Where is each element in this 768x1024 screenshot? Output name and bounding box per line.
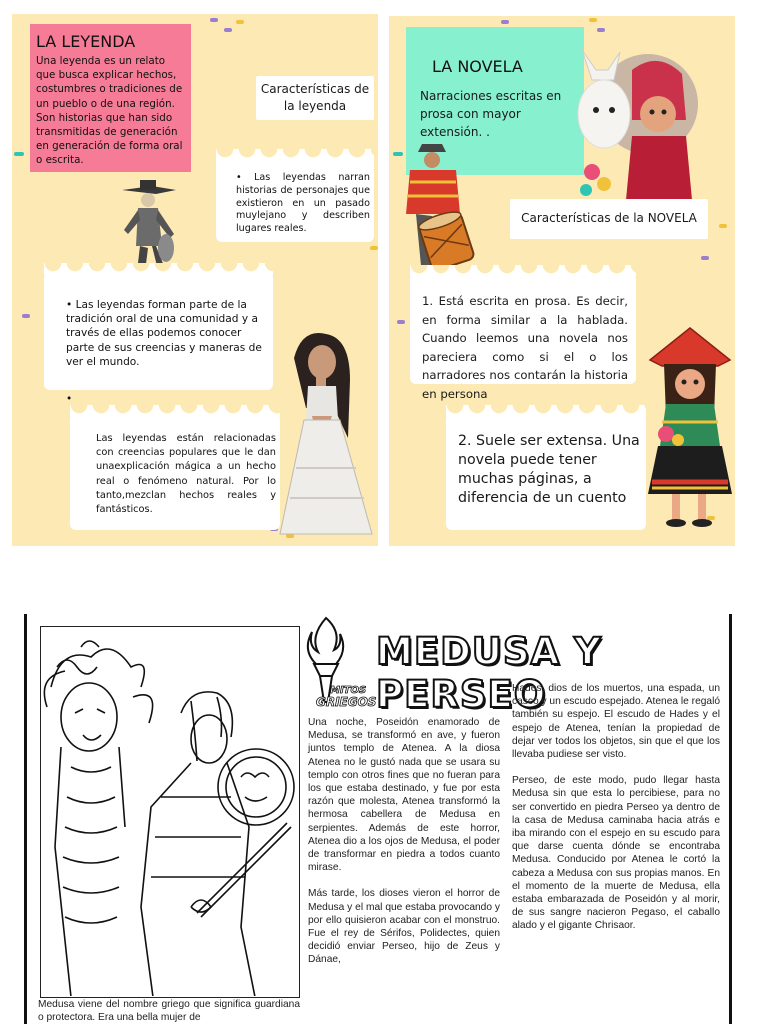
leyenda-point-2: • Las leyendas forman parte de la tradición oral de una comunidad y a través de ellas podemos conocer parte de sus creencias y maneras de ver el mundo. [66, 299, 262, 368]
confetti-dot [501, 20, 509, 24]
novela-definition: Narraciones escritas en prosa con mayor extensión. . [420, 89, 562, 139]
llama-and-child-illustration [562, 40, 702, 200]
confetti-dot [589, 18, 597, 22]
confetti-dot [236, 20, 244, 24]
leyenda-point-2-card [44, 272, 273, 390]
leyenda-point-3-card [70, 414, 280, 530]
column-2-paragraph-2: Perseo, de este modo, pudo llegar hasta Medusa sin que esta lo percibiese, para no ser convertido en piedra Perseo ya dentro de la casa de Medusa caminaba hacia atrás e iba mirando con el espejo en su escudo para que darse cuenta dónde se encontraba Medusa. Conducido por Atenea le cortó la cabeza a Medusa con sus propias manos. En el momento de la muerte de Medusa, ella estaba embarazada de Poseidón y al morir, de sus sangre nacieron Pegaso, el caballo alado y el gigante Chrisaor. [512, 775, 720, 932]
leyenda-point-3: Las leyendas están relacionadas con creencias populares que le dan unaexplicación mágica a un hecho real o fenómeno natural. Por lo tanto,mezclan hechos reales y fantásticos. [96, 433, 276, 516]
leyenda-point-1-card [216, 158, 374, 242]
girl-in-white-dress-illustration [276, 328, 378, 542]
leyenda-definition: Una leyenda es un relato que busca explicar hechos, costumbres o tradiciones de un pueblo o de una región. Son historias que han sido transmitidas de generación en generación de forma oral o escrita. [36, 55, 183, 167]
document-subtitle [316, 686, 376, 708]
leyenda-title-box [30, 24, 191, 172]
confetti-dot [224, 28, 232, 32]
confetti-dot [210, 18, 218, 22]
confetti-dot [397, 320, 405, 324]
leyenda-title: LA LEYENDA [36, 32, 136, 51]
novela-point-2: 2. Suele ser extensa. Una novela puede tener muchas páginas, a diferencia de un cuento [458, 433, 640, 506]
image-caption: Medusa viene del nombre griego que significa guardiana o protectora. Era una bella mujer de [38, 999, 300, 1023]
confetti-dot [22, 314, 30, 318]
confetti-dot [719, 224, 727, 228]
medusa-perseo-line-art [41, 627, 298, 996]
novela-characteristics-heading: Características de la NOVELA [521, 211, 697, 225]
novela-point-1: 1. Está escrita en prosa. Es decir, en forma similar a la hablada. Cuando leemos una novela nos pareciera como si el o los narradores nos contarán la historia en persona [422, 294, 628, 401]
text-column-1 [308, 716, 500, 967]
medusa-perseo-coloring-image [40, 626, 300, 998]
novela-title: LA NOVELA [432, 57, 523, 76]
drummer-illustration [402, 142, 476, 282]
subtitle-line-2: GRIEGOS [316, 695, 377, 709]
leyenda-characteristics-heading: Características de la leyenda [260, 82, 370, 113]
column-2-paragraph-1: Hades, dios de los muertos, una espada, un casco y un escudo espejado. Atenea le regaló también su espejo. El escudo de Hades y el espejo de Atenea, tenían la propiedad de dejar ver todos los objetos, sin que el que los llevaba pudiese ser visto. [512, 683, 720, 761]
confetti-dot [701, 256, 709, 260]
subtitle-line-1: MITOS [330, 685, 367, 696]
confetti-dot [370, 246, 378, 250]
leyenda-point-3-bullet: • [66, 393, 73, 405]
confetti-dot [597, 28, 605, 32]
leyenda-characteristics-heading-box [256, 76, 374, 120]
novela-point-1-card [410, 274, 636, 401]
text-column-2 [512, 682, 720, 933]
document-title: MEDUSA Y PERSEO [376, 630, 602, 716]
novela-characteristics-heading-box [510, 199, 708, 239]
column-1-paragraph-2: Más tarde, los dioses vieron el horror de Medusa y el mal que estaba provocando y por ello quisieron acabar con el monstruo. Fue el rey de Sérifos, Polidectes, quien decidió enviar Perseo, hijo de Zeus y Dánae, [308, 888, 500, 966]
column-1-paragraph-1: Una noche, Poseidón enamorado de Medusa, se transformó en ave, y fueron juntos templo de Atenea. A la diosa Atenea no le gustó nada que se usara su templo con otros fines que no fueran para los que estaba destinado, y fue por esta razón que molesta, Atenea transformó la hermosa cabellera de Medusa en serpientes. Además de este horror, Atenea dio a los ojos de Medusa, el poder de transformar en piedra a todos cuanto mirase. [308, 717, 500, 874]
leyenda-point-1: • Las leyendas narran historias de personajes que existieron en un pasado muylejano y describen lugares reales. [236, 172, 370, 235]
andean-girl-illustration [644, 326, 736, 530]
confetti-dot [14, 152, 24, 156]
novela-point-2-card [446, 414, 646, 530]
